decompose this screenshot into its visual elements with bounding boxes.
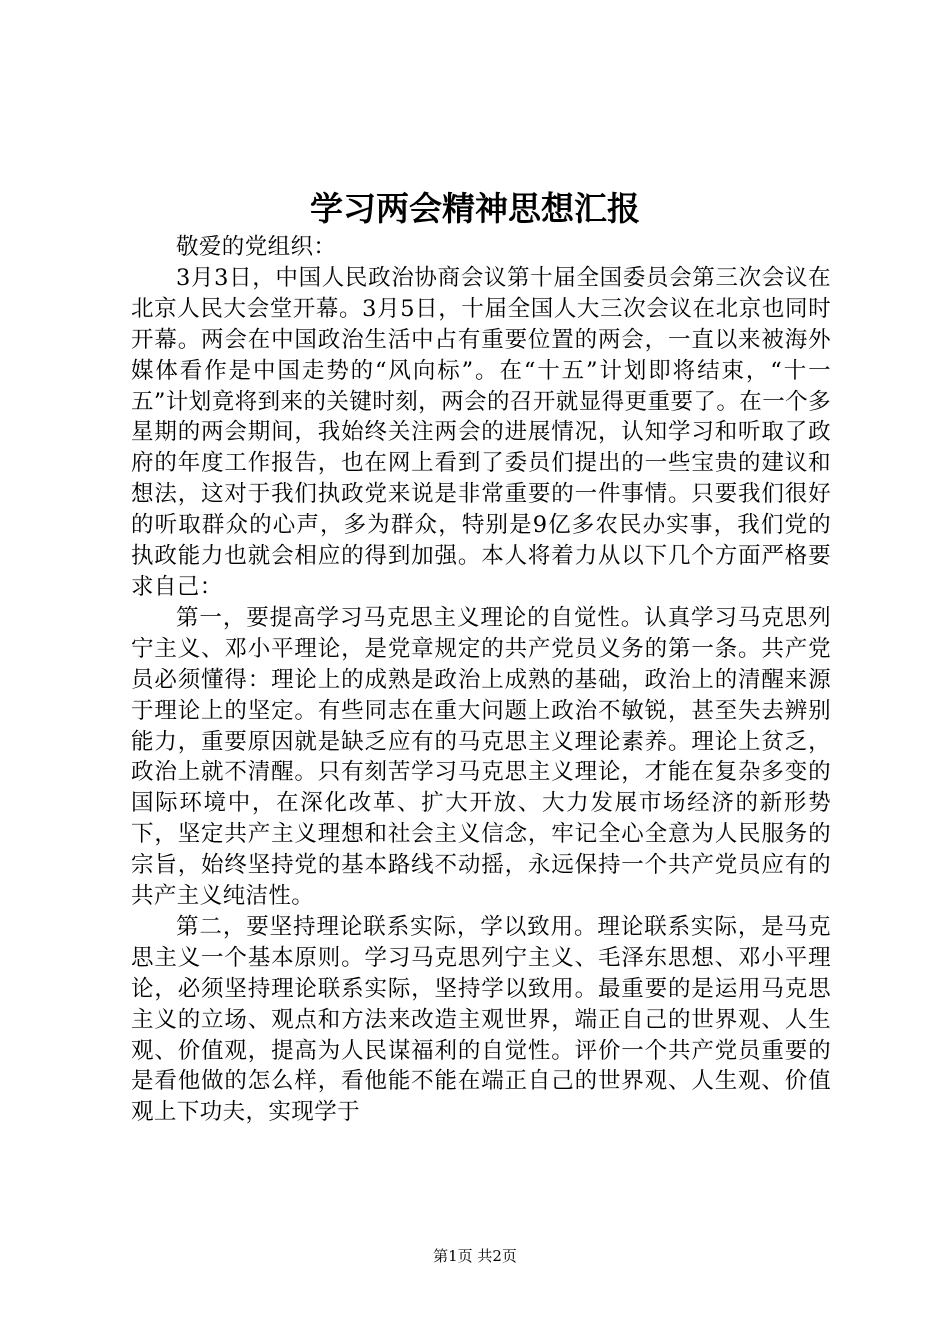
document-title: 学习两会精神思想汇报 — [310, 189, 640, 228]
salutation: 敬爱的党组织： — [176, 234, 337, 260]
paragraph-intro: 3月3日，中国人民政治协商会议第十届全国委员会第三次会议在北京人民大会堂开幕。3月5日，十届全国人大三次会议在北京也同时开幕。两会在中国政治生活中占有重要位置的两会，一直以来被海外媒体看作是中国走势的“风向标”。在“十五”计划即将结束，“十一五”计划竟将到来的关键时刻，两会的召开就显得更重要了。在一个多星期的两会期间，我始终关注两会的进展情况，认知学习和听取了政府的年度工作报告，也在网上看到了委员们提出的一些宝贵的建议和想法，这对于我们执政党来说是非常重要的一件事情。只要我们很好的听取群众的心声，多为群众，特别是9亿多农民办实事，我们党的执政能力也就会相应的得到加强。本人将着力从以下几个方面严格要求自己： — [131, 264, 831, 600]
page-number-footer: 第1页 共2页 — [433, 1247, 517, 1265]
document-body — [131, 232, 831, 1128]
paragraph-first-point: 第一，要提高学习马克思主义理论的自觉性。认真学习马克思列宁主义、邓小平理论，是党章规定的共产党员义务的第一条。共产党员必须懂得：理论上的成熟是政治上成熟的基础，政治上的清醒来源于理论上的坚定。有些同志在重大问题上政治不敏锐，甚至失去辨别能力，重要原因就是缺乏应有的马克思主义理论素养。理论上贫乏，政治上就不清醒。只有刻苦学习马克思主义理论，才能在复杂多变的国际环境中，在深化改革、扩大开放、大力发展市场经济的新形势下，坚定共产主义理想和社会主义信念，牢记全心全意为人民服务的宗旨，始终坚持党的基本路线不动摇，永远保持一个共产党员应有的共产主义纯洁性。 — [131, 604, 831, 910]
paragraph-second-point: 第二，要坚持理论联系实际，学以致用。理论联系实际，是马克思主义一个基本原则。学习马克思列宁主义、毛泽东思想、邓小平理论，必须坚持理论联系实际，坚持学以致用。最重要的是运用马克思主义的立场、观点和方法来改造主观世界，端正自己的世界观、人生观、价值观，提高为人民谋福利的自觉性。评价一个共产党员重要的是看他做的怎么样，看他能不能在端正自己的世界观、人生观、价值观上下功夫，实现学于 — [131, 913, 831, 1126]
